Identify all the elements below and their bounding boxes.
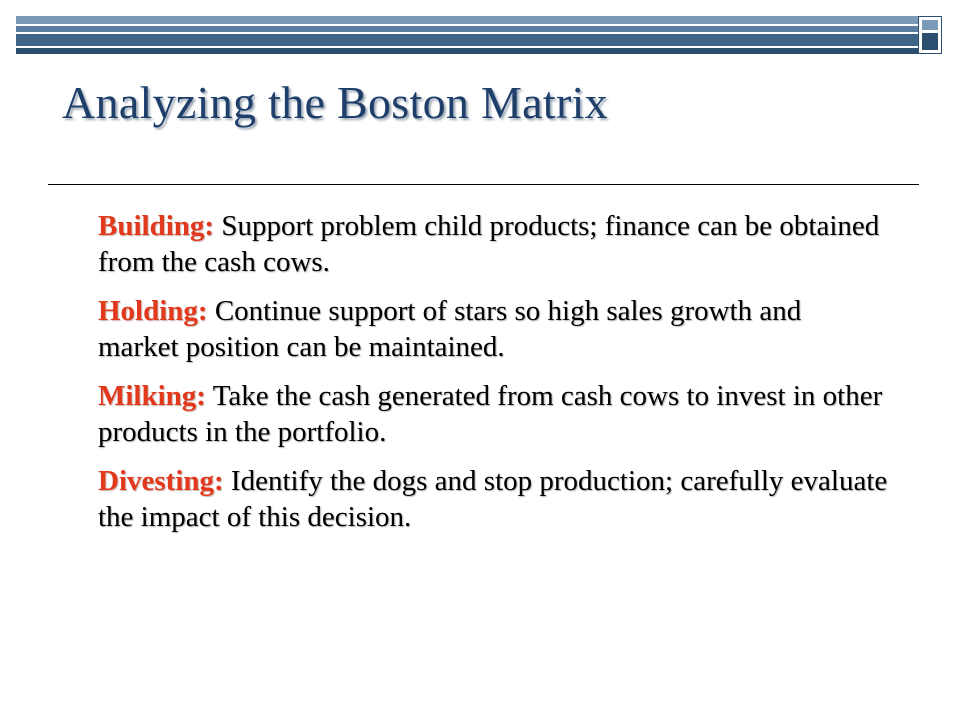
strategy-description: Take the cash generated from cash cows to invest in other products in the portfolio.: [98, 380, 883, 448]
header-stripe: [16, 48, 942, 54]
slide-body: [98, 208, 888, 548]
header-bar: [16, 16, 942, 54]
strategy-item-milking: [98, 378, 888, 450]
strategy-term: Holding:: [98, 295, 208, 327]
header-stripe: [16, 34, 942, 46]
strategy-item-holding: [98, 293, 888, 365]
strategy-term: Divesting:: [98, 465, 224, 497]
strategy-item-building: [98, 208, 888, 280]
strategy-item-divesting: [98, 463, 888, 535]
header-corner-box: [918, 16, 942, 54]
strategy-term: Building:: [98, 210, 215, 242]
strategy-term: Milking:: [98, 380, 206, 412]
slide-title: Analyzing the Boston Matrix: [62, 77, 608, 128]
header-corner-box-bottom: [922, 33, 938, 50]
strategy-description: Support problem child products; finance can be obtained from the cash cows.: [98, 210, 880, 278]
strategy-description: Continue support of stars so high sales growth and market position can be maintained.: [98, 295, 802, 363]
header-corner-box-top: [922, 20, 938, 30]
title-divider: [48, 184, 919, 185]
strategy-description: Identify the dogs and stop production; carefully evaluate the impact of this decision.: [98, 465, 888, 533]
header-stripe: [16, 16, 942, 24]
